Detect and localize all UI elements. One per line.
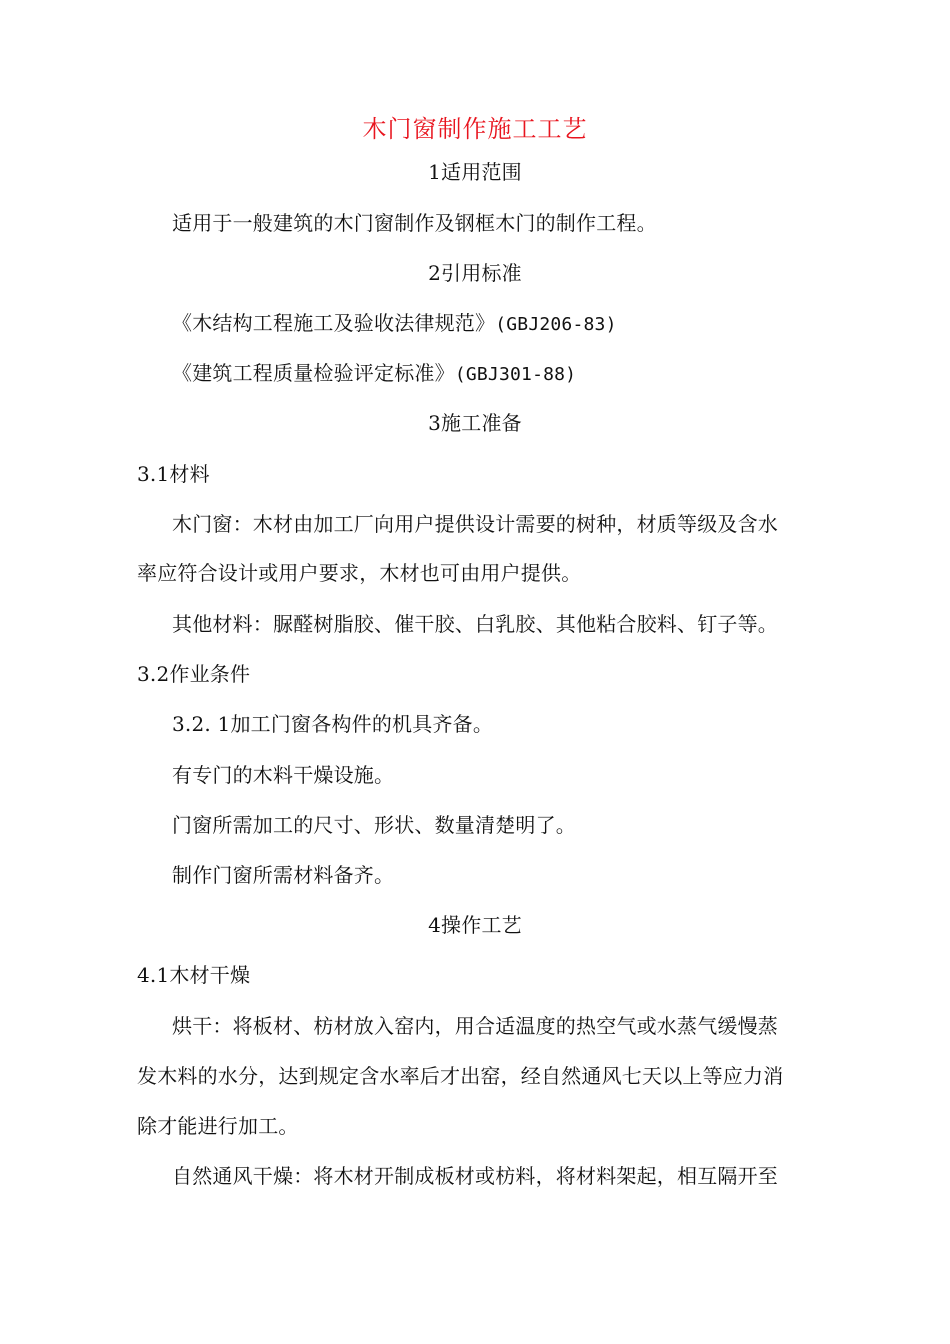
reference-1 (172, 309, 617, 339)
reference-2 (172, 359, 576, 389)
paragraph-line: 门窗所需加工的尺寸、形状、数量清楚明了。 (172, 813, 576, 837)
subsection-3-1-heading: 3.1材料 (137, 462, 210, 486)
document-title: 木门窗制作施工工艺 (362, 115, 588, 143)
paragraph-line: 除才能进行加工。 (137, 1114, 299, 1138)
paragraph-line: 自然通风干燥：将木材开制成板材或枋料，将材料架起，相互隔开至 (172, 1164, 778, 1188)
paragraph-line: 3.2. 1加工门窗各构件的机具齐备。 (172, 712, 494, 736)
reference-2-name: 《建筑工程质量检验评定标准》 (172, 361, 455, 385)
reference-1-name: 《木结构工程施工及验收法律规范》 (172, 311, 496, 335)
reference-1-code: (GBJ206-83) (495, 314, 617, 335)
paragraph-line: 其他材料：脲醛树脂胶、催干胶、白乳胶、其他粘合胶料、钉子等。 (172, 612, 778, 636)
section-1-paragraph: 适用于一般建筑的木门窗制作及钢框木门的制作工程。 (172, 211, 657, 235)
paragraph-line: 木门窗：木材由加工厂向用户提供设计需要的树种，材质等级及含水 (172, 512, 778, 536)
subsection-4-1-heading: 4.1木材干燥 (137, 963, 251, 987)
paragraph-line: 率应符合设计或用户要求，木材也可由用户提供。 (137, 561, 582, 585)
section-3-heading: 3施工准备 (428, 411, 522, 435)
reference-2-code: (GBJ301-88) (454, 364, 577, 385)
paragraph-line: 制作门窗所需材料备齐。 (172, 863, 395, 887)
paragraph-line: 有专门的木料干燥设施。 (172, 763, 395, 787)
section-2-heading: 2引用标准 (428, 261, 522, 285)
section-1-heading: 1适用范围 (428, 160, 522, 184)
paragraph-line: 烘干：将板材、枋材放入窑内，用合适温度的热空气或水蒸气缓慢蒸 (172, 1014, 778, 1038)
section-4-heading: 4操作工艺 (428, 913, 522, 937)
subsection-3-2-heading: 3.2作业条件 (137, 662, 251, 686)
paragraph-line: 发木料的水分，达到规定含水率后才出窑，经自然通风七天以上等应力消 (137, 1064, 784, 1088)
